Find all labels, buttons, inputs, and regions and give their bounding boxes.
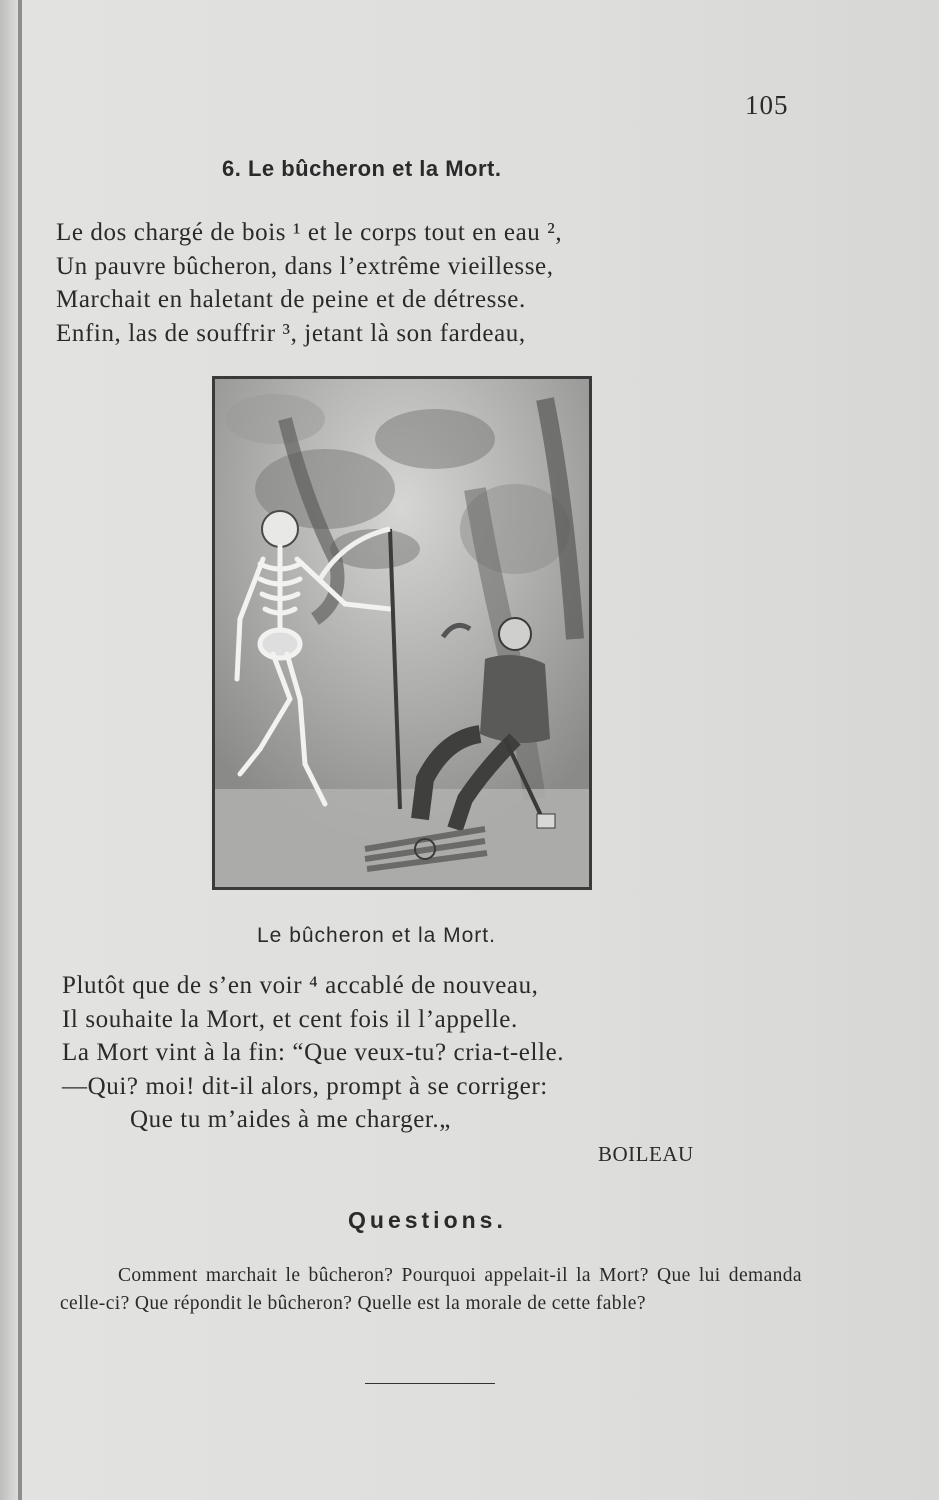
illustration-caption: Le bûcheron et la Mort. <box>257 924 496 947</box>
questions-text: Comment marchait le bûcheron? Pourquoi appelait-il la Mort? Que lui demanda celle-ci? Que répondit le bûcheron? Quelle est la morale de cette fable? <box>60 1265 802 1314</box>
verse-line: Enfin, las de souffrir ³, jetant là son fardeau, <box>56 319 526 347</box>
poem-author: BOILEAU <box>598 1142 694 1166</box>
verse-line: La Mort vint à la fin: “Que veux-tu? cria-t-elle. <box>62 1039 565 1066</box>
verse-line: —Qui? moi! dit-il alors, prompt à se corriger: <box>62 1072 548 1100</box>
end-rule-divider <box>365 1383 495 1384</box>
poem-verses-part-1 <box>56 216 562 350</box>
verse-line: Marchait en haletant de peine et de détresse. <box>56 286 526 313</box>
woodcutter-and-death-illustration <box>212 376 592 890</box>
illustration-drawing <box>215 379 589 887</box>
page-number: 105 <box>745 90 789 120</box>
poem-verses-part-2 <box>62 969 564 1137</box>
verse-line: Que tu m’aides à me charger.„ <box>130 1106 451 1133</box>
page-binding-edge <box>18 0 22 1500</box>
verse-line: Un pauvre bûcheron, dans l’extrême vieillesse, <box>56 252 554 280</box>
questions-heading: Questions. <box>348 1207 507 1233</box>
poem-title: 6. Le bûcheron et la Mort. <box>222 156 502 181</box>
verse-line: Plutôt que de s’en voir ⁴ accablé de nouveau, <box>62 972 539 999</box>
verse-line: Le dos chargé de bois ¹ et le corps tout en eau ², <box>56 219 563 246</box>
verse-line: Il souhaite la Mort, et cent fois il l’appelle. <box>62 1005 518 1033</box>
